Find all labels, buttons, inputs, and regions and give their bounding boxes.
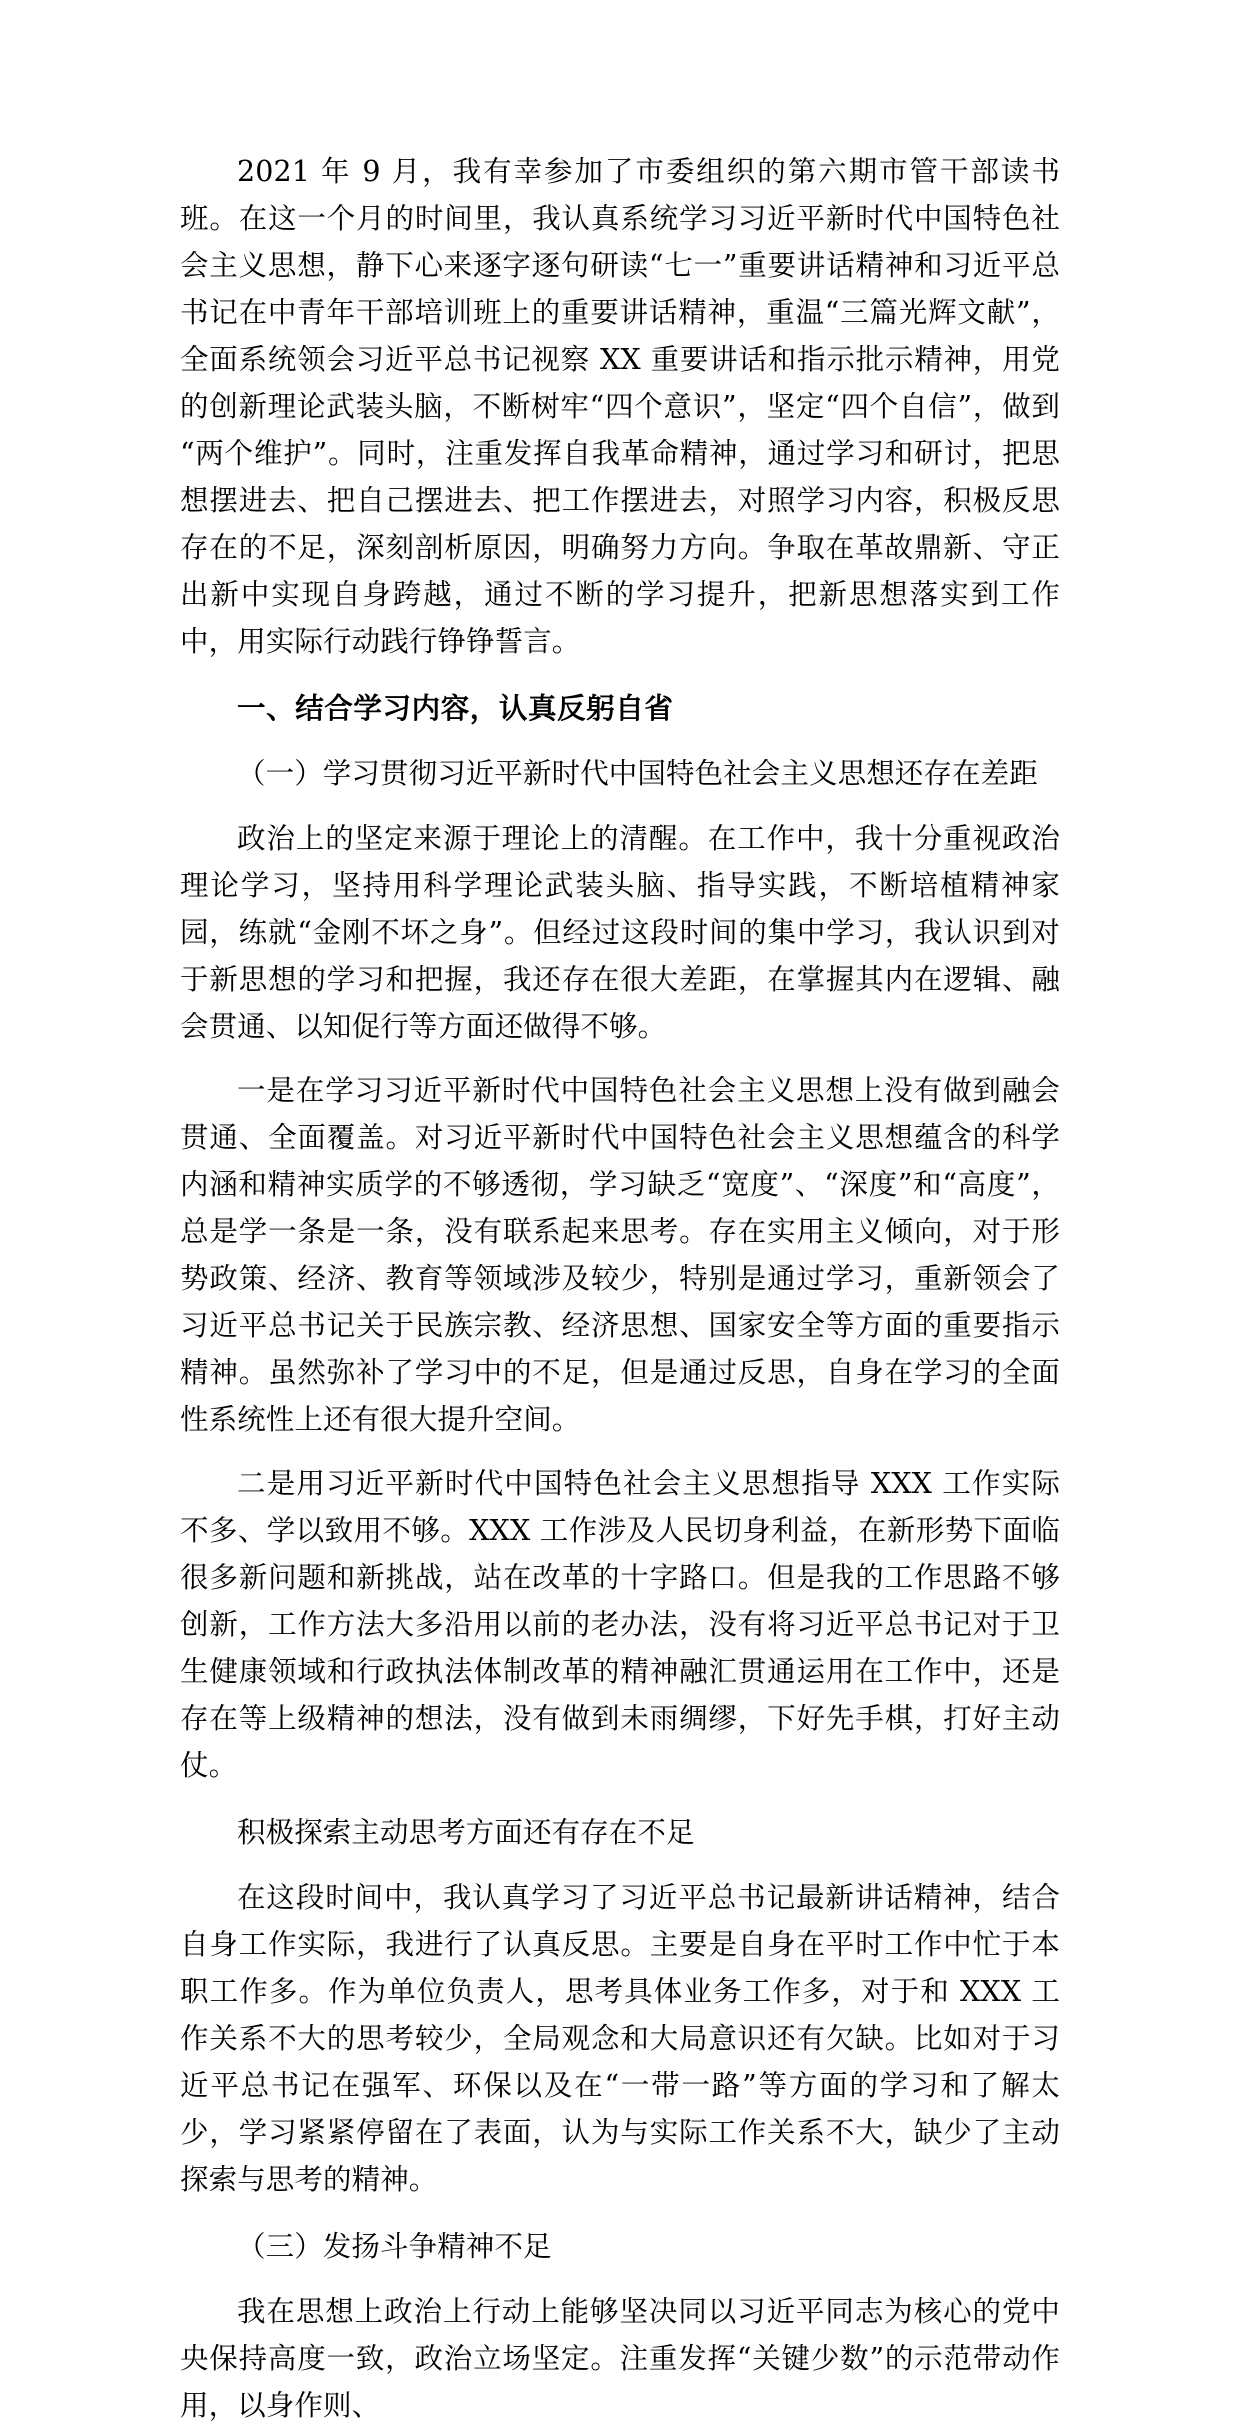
subsection-1-heading: （一）学习贯彻习近平新时代中国特色社会主义思想还存在差距 bbox=[237, 757, 1038, 790]
intro-paragraph: 2021 年 9 月，我有幸参加了市委组织的第六期市管干部读书班。在这一个月的时间里，我认真系统学习习近平新时代中国特色社会主义思想，静下心来逐字逐句研读“七一”重要讲话精神和习近平总书记在中青年干部培训班上的重要讲话精神，重温“三篇光辉文献”，全面系统领会习近平总书记视察 XX 重要讲话和指示批示精神，用党的创新理论武装头脑，不断树牢“四个意识”，坚定“四个自信”，做到“两个维护”。同时，注重发挥自我革命精神，通过学习和研讨，把思想摆进去、把自己摆进去、把工作摆进去，对照学习内容，积极反思存在的不足，深刻剖析原因，明确努力方向。争取在革故鼎新、守正出新中实现自身跨越，通过不断的学习提升，把新思想落实到工作中，用实际行动践行铮铮誓言。 bbox=[180, 155, 1060, 658]
subsection-2-paragraph-1: 在这段时间中，我认真学习了习近平总书记最新讲话精神，结合自身工作实际，我进行了认真反思。主要是自身在平时工作中忙于本职工作多。作为单位负责人，思考具体业务工作多，对于和 XXX 工作关系不大的思考较少，全局观念和大局意识还有欠缺。比如对于习近平总书记在强军、环保以及在“一带一路”等方面的学习和了解太少，学习紧紧停留在了表面，认为与实际工作关系不大，缺少了主动探索与思考的精神。 bbox=[180, 1881, 1060, 2196]
subsection-3-heading: （三）发扬斗争精神不足 bbox=[237, 2230, 552, 2263]
subsection-1-paragraph-1: 政治上的坚定来源于理论上的清醒。在工作中，我十分重视政治理论学习，坚持用科学理论武装头脑、指导实践，不断培植精神家园，练就“金刚不坏之身”。但经过这段时间的集中学习，我认识到对于新思想的学习和把握，我还存在很大差距，在掌握其内在逻辑、融会贯通、以知促行等方面还做得不够。 bbox=[180, 822, 1060, 1043]
document-body bbox=[180, 148, 1060, 2429]
section-1-heading: 一、结合学习内容，认真反躬自省 bbox=[237, 691, 674, 725]
subsection-1-paragraph-2: 一是在学习习近平新时代中国特色社会主义思想上没有做到融会贯通、全面覆盖。对习近平新时代中国特色社会主义思想蕴含的科学内涵和精神实质学的不够透彻，学习缺乏“宽度”、“深度”和“高度”，总是学一条是一条，没有联系起来思考。存在实用主义倾向，对于形势政策、经济、教育等领域涉及较少，特别是通过学习，重新领会了习近平总书记关于民族宗教、经济思想、国家安全等方面的重要指示精神。虽然弥补了学习中的不足，但是通过反思，自身在学习的全面性系统性上还有很大提升空间。 bbox=[180, 1074, 1060, 1436]
subsection-3-paragraph-1: 我在思想上政治上行动上能够坚决同以习近平同志为核心的党中央保持高度一致，政治立场坚定。注重发挥“关键少数”的示范带动作用，以身作则、 bbox=[180, 2295, 1060, 2422]
subsection-2-heading: 积极探索主动思考方面还有存在不足 bbox=[237, 1816, 695, 1849]
subsection-1-paragraph-3: 二是用习近平新时代中国特色社会主义思想指导 XXX 工作实际不多、学以致用不够。XXX 工作涉及人民切身利益，在新形势下面临很多新问题和新挑战，站在改革的十字路口。但是我的工作思路不够创新，工作方法大多沿用以前的老办法，没有将习近平总书记对于卫生健康领域和行政执法体制改革的精神融汇贯通运用在工作中，还是存在等上级精神的想法，没有做到未雨绸缪，下好先手棋，打好主动仗。 bbox=[180, 1467, 1060, 1782]
